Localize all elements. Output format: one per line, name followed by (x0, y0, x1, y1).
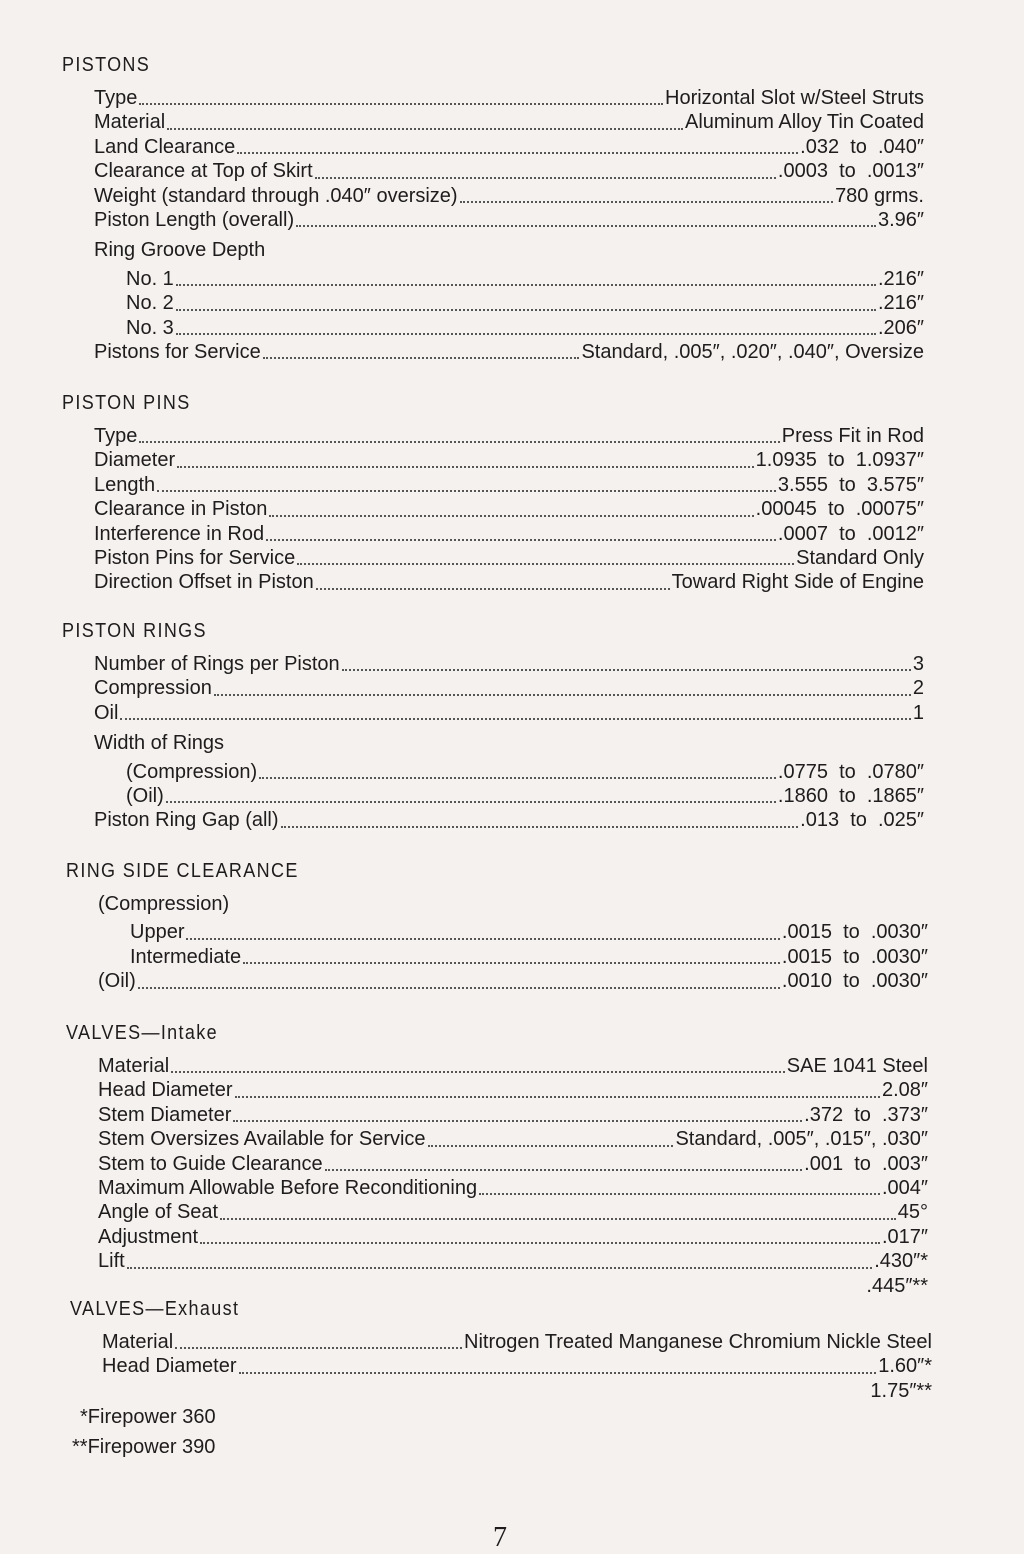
dot-leader (175, 1347, 462, 1349)
spec-row (126, 784, 924, 808)
dot-leader (120, 718, 910, 720)
dot-leader (269, 515, 753, 517)
spec-label: Type (94, 425, 138, 447)
spec-label: (Oil) (126, 784, 164, 807)
spec-value: .004″ (881, 1176, 928, 1199)
section-valves-exhaust (70, 1296, 932, 1403)
section-valves-intake (66, 1020, 928, 1298)
spec-label: Piston Length (overall) (94, 208, 295, 231)
footnote-firepower-390: **Firepower 390 (72, 1436, 216, 1458)
section-title-valves-exhaust: VALVES—Exhaust (70, 1298, 240, 1320)
spec-value: .1860 to .1865″ (777, 784, 924, 807)
section-pistons (62, 52, 924, 364)
spec-value: 45° (897, 1201, 928, 1224)
dot-leader (214, 694, 911, 696)
spec-label: Compression (94, 677, 212, 700)
spec-row (94, 86, 924, 110)
spec-value: .017″ (881, 1225, 928, 1248)
dot-leader (139, 103, 663, 105)
spec-row (94, 570, 924, 594)
section-piston-rings (62, 618, 924, 833)
spec-label: No. 2 (126, 292, 174, 315)
dot-leader (259, 777, 776, 779)
spec-value: 1.0935 to 1.0937″ (755, 449, 924, 472)
dot-leader (316, 588, 670, 590)
spec-label: Adjustment (98, 1225, 199, 1248)
section-title-valves-intake: VALVES—Intake (66, 1022, 218, 1044)
spec-value: .372 to .373″ (804, 1103, 928, 1126)
spec-value: Standard Only (796, 546, 924, 569)
spec-label: Diameter (94, 449, 176, 472)
footnote-firepower-360: *Firepower 360 (80, 1406, 216, 1428)
spec-label: Stem Diameter (98, 1103, 232, 1126)
spec-row (94, 135, 924, 159)
spec-value: .445″** (866, 1274, 928, 1297)
spec-value: 3 (912, 653, 924, 675)
spec-label: Pistons for Service (94, 340, 261, 363)
spec-label: Land Clearance (94, 135, 236, 158)
spec-value: 1 (912, 701, 924, 724)
dot-leader (233, 1120, 802, 1122)
spec-row (94, 340, 924, 364)
spec-row (94, 676, 924, 700)
spec-label: Material (102, 1331, 174, 1353)
spec-value: Horizontal Slot w/Steel Struts (665, 87, 924, 109)
spec-value: 2.08″ (881, 1079, 928, 1102)
spec-label: Lift (98, 1250, 125, 1273)
section-title-ring-side-clearance: RING SIDE CLEARANCE (66, 860, 299, 882)
spec-label: Clearance at Top of Skirt (94, 160, 313, 183)
spec-value: .0003 to .0013″ (777, 160, 924, 183)
spec-label: Type (94, 87, 138, 109)
dot-leader (243, 962, 780, 964)
dot-leader (176, 333, 876, 335)
spec-value: .0015 to .0030″ (781, 945, 928, 968)
dot-leader (177, 466, 754, 468)
spec-value: 780 grms. (835, 184, 924, 207)
spec-row (98, 1152, 928, 1176)
spec-value: SAE 1041 Steel (786, 1055, 928, 1077)
spec-row (98, 1127, 928, 1151)
spec-row (98, 1054, 928, 1078)
spec-label: Material (94, 111, 166, 134)
dot-leader (139, 441, 779, 443)
spec-value: Nitrogen Treated Manganese Chromium Nickle Steel (464, 1331, 932, 1353)
spec-value: .0775 to .0780″ (777, 760, 924, 783)
spec-label: Material (98, 1055, 170, 1077)
dot-leader (460, 201, 833, 203)
spec-row (94, 448, 924, 472)
section-ring-side-clearance (66, 858, 928, 994)
spec-value: 2 (912, 677, 924, 700)
spec-label: No. 1 (126, 267, 174, 290)
dot-leader (325, 1169, 803, 1171)
dot-leader (176, 284, 876, 286)
spec-label: Stem to Guide Clearance (98, 1152, 323, 1175)
spec-label: Angle of Seat (98, 1201, 219, 1224)
spec-row (102, 1354, 932, 1378)
spec-value: .0007 to .0012″ (777, 522, 924, 545)
spec-value: .001 to .003″ (804, 1152, 928, 1175)
spec-value: .032 to .040″ (800, 135, 924, 158)
spec-row-continuation (102, 1379, 932, 1403)
dot-leader (176, 309, 876, 311)
spec-row (94, 208, 924, 232)
spec-label: (Compression) (126, 760, 258, 783)
spec-row (94, 497, 924, 521)
dot-leader (237, 152, 798, 154)
spec-row (98, 1103, 928, 1127)
spec-row (126, 316, 924, 340)
spec-row (130, 920, 928, 944)
spec-value: .216″ (877, 292, 924, 315)
spec-value: .013 to .025″ (800, 809, 924, 832)
spec-row (98, 969, 928, 993)
spec-row (102, 1330, 932, 1354)
spec-value: .0015 to .0030″ (781, 921, 928, 944)
dot-leader (171, 1071, 785, 1073)
spec-row (94, 184, 924, 208)
spec-value: Standard, .005″, .015″, .030″ (675, 1128, 928, 1151)
spec-value: Toward Right Side of Engine (671, 571, 924, 594)
spec-label: Maximum Allowable Before Reconditioning (98, 1176, 478, 1199)
spec-row (94, 110, 924, 134)
spec-label: Direction Offset in Piston (94, 571, 314, 594)
spec-label: Length (94, 473, 156, 496)
dot-leader (166, 801, 776, 803)
dot-leader (263, 357, 580, 359)
spec-value: 3.555 to 3.575″ (777, 473, 924, 496)
spec-row (94, 159, 924, 183)
spec-row (94, 652, 924, 676)
subheading-width-of-rings: Width of Rings (94, 732, 225, 755)
subheading-ring-groove-depth: Ring Groove Depth (94, 239, 266, 262)
spec-value: Press Fit in Rod (781, 425, 924, 447)
spec-label: Oil (94, 701, 119, 724)
dot-leader (167, 128, 683, 130)
spec-value: .430″* (874, 1250, 928, 1273)
spec-value: 1.60″* (878, 1355, 932, 1378)
spec-label: Stem Oversizes Available for Service (98, 1128, 426, 1151)
dot-leader (186, 938, 779, 940)
section-title-pistons: PISTONS (62, 54, 151, 76)
spec-row (94, 424, 924, 448)
spec-label: Piston Ring Gap (all) (94, 809, 279, 832)
section-piston-pins (62, 390, 924, 595)
section-title-piston-pins: PISTON PINS (62, 392, 191, 414)
spec-label: Number of Rings per Piston (94, 653, 340, 675)
spec-value: 1.75″** (870, 1379, 932, 1402)
dot-leader (296, 225, 876, 227)
spec-row (126, 760, 924, 784)
dot-leader (235, 1096, 880, 1098)
dot-leader (220, 1218, 896, 1220)
dot-leader (138, 987, 780, 989)
dot-leader (281, 826, 799, 828)
spec-row (98, 1200, 928, 1224)
dot-leader (315, 177, 776, 179)
spec-label: Upper (130, 921, 185, 944)
section-title-piston-rings: PISTON RINGS (62, 620, 207, 642)
spec-row (94, 473, 924, 497)
spec-row (126, 267, 924, 291)
dot-leader (479, 1193, 880, 1195)
spec-label: Weight (standard through .040″ oversize) (94, 184, 458, 207)
spec-label: Interference in Rod (94, 522, 265, 545)
spec-row (98, 1078, 928, 1102)
spec-label: Head Diameter (102, 1355, 237, 1378)
spec-row-continuation (98, 1274, 928, 1298)
dot-leader (266, 539, 776, 541)
spec-row (94, 546, 924, 570)
spec-label: Head Diameter (98, 1079, 233, 1102)
spec-value: 3.96″ (877, 208, 924, 231)
spec-label: (Oil) (98, 970, 136, 993)
dot-leader (239, 1372, 877, 1374)
subheading-compression: (Compression) (98, 893, 230, 915)
dot-leader (428, 1145, 674, 1147)
spec-value: .00045 to .00075″ (755, 498, 924, 521)
spec-row (94, 522, 924, 546)
spec-row (98, 1225, 928, 1249)
dot-leader (342, 669, 911, 671)
spec-value: Aluminum Alloy Tin Coated (684, 111, 924, 134)
spec-value: .206″ (877, 316, 924, 339)
spec-row (126, 291, 924, 315)
spec-value: Standard, .005″, .020″, .040″, Oversize (581, 340, 924, 363)
page-number: 7 (493, 1522, 507, 1553)
spec-row (130, 945, 928, 969)
dot-leader (200, 1242, 880, 1244)
spec-row (98, 1249, 928, 1273)
dot-leader (157, 490, 776, 492)
spec-label: Intermediate (130, 945, 242, 968)
spec-value: .216″ (877, 267, 924, 290)
spec-value: .0010 to .0030″ (781, 970, 928, 993)
spec-row (98, 1176, 928, 1200)
spec-row (94, 701, 924, 725)
spec-label: No. 3 (126, 316, 174, 339)
dot-leader (297, 563, 794, 565)
spec-row (94, 808, 924, 832)
dot-leader (127, 1267, 873, 1269)
spec-label: Clearance in Piston (94, 498, 268, 521)
spec-label: Piston Pins for Service (94, 546, 296, 569)
